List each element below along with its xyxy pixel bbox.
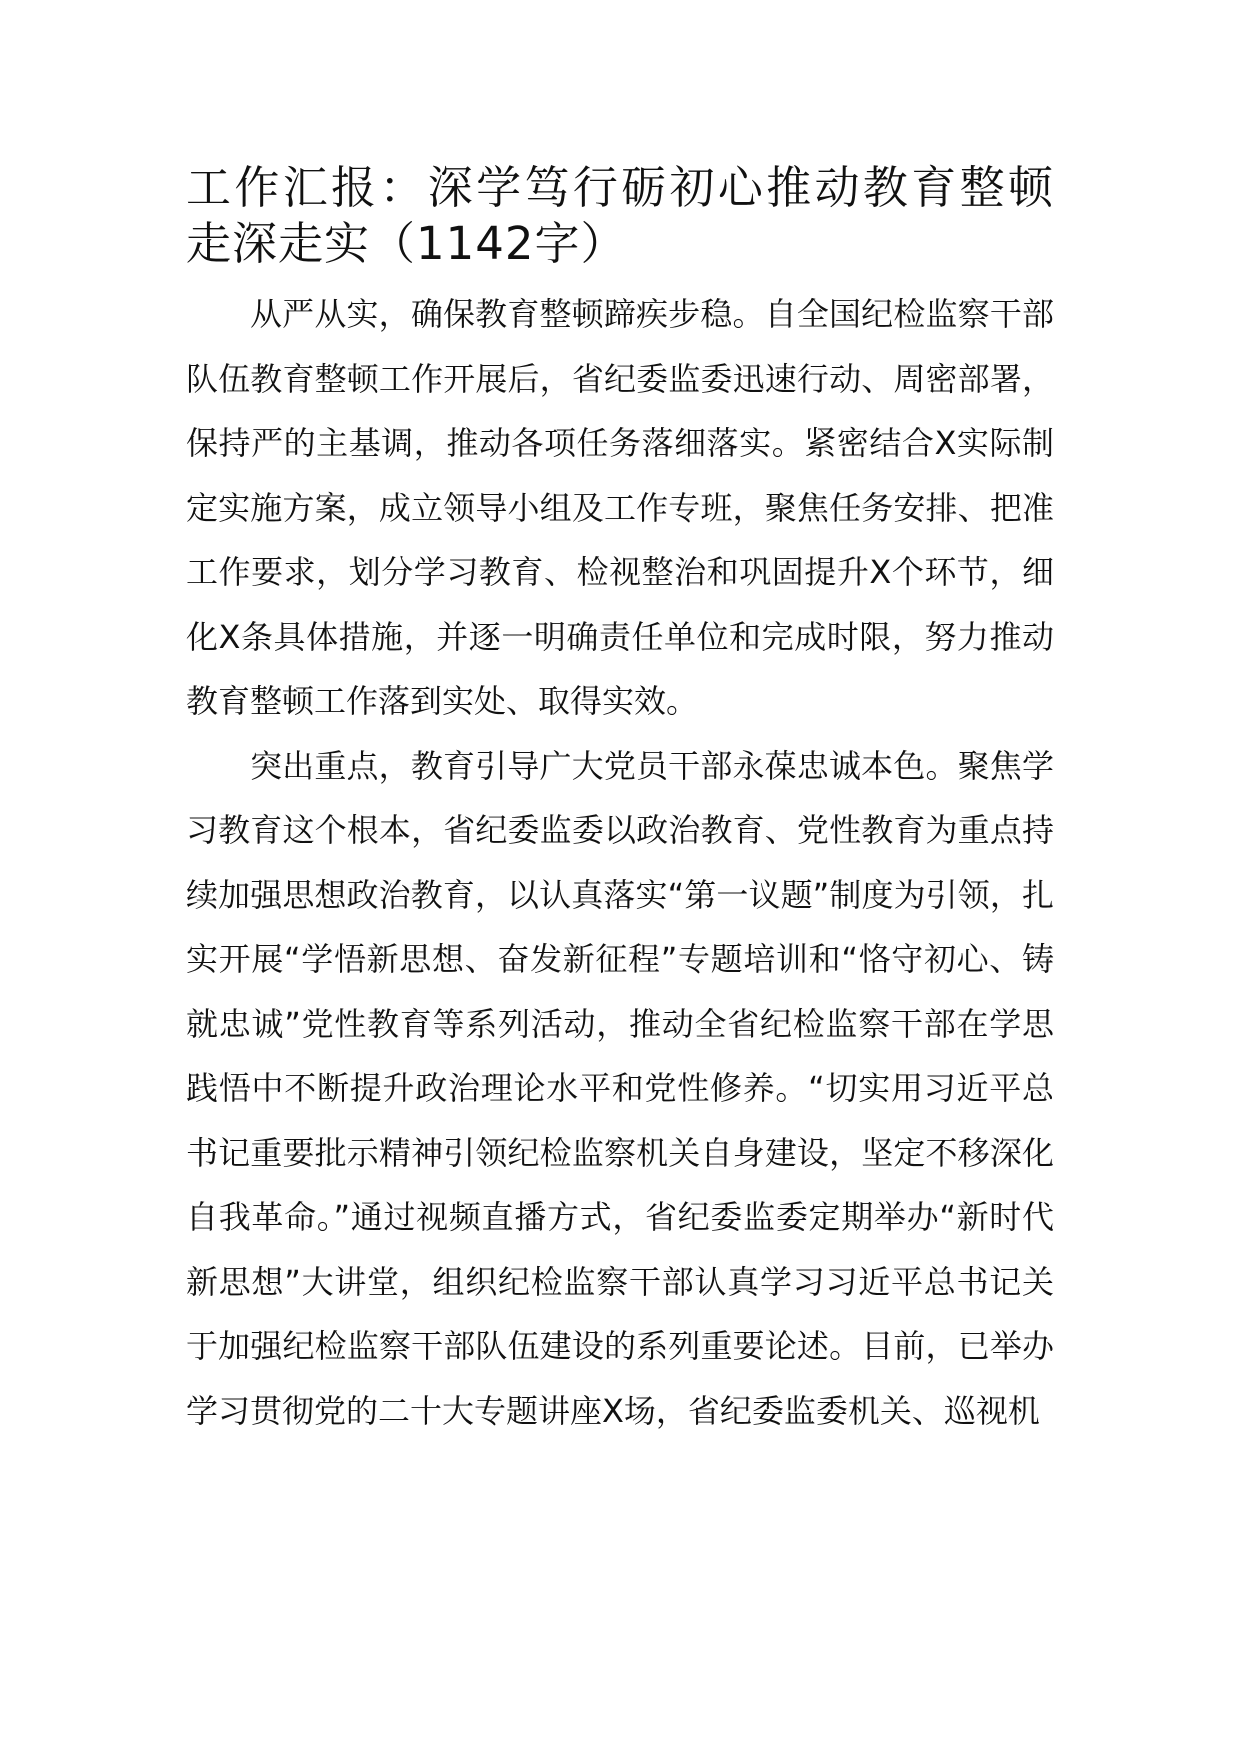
paragraph-2-lead: 突出重点，教育引导广大党员干部永葆忠诚本色。 <box>250 746 958 785</box>
document-title: 工作汇报：深学笃行砺初心推动教育整顿走深走实（1142字） <box>186 161 1054 270</box>
paragraph-2-body: 聚焦学习教育这个根本，省纪委监委以政治教育、党性教育为重点持续加强思想政治教育，以认真落实“第一议题”制度为引领，扎实开展“学悟新思想、奋发新征程”专题培训和“恪守初心、铸就忠诚”党性教育等系列活动，推动全省纪检监察干部在学思践悟中不断提升政治理论水平和党性修养。“切实用习近平总书记重要批示精神引领纪检监察机关自身建设，坚定不移深化自我革命。”通过视频直播方式，省纪委监委定期举办“新时代新思想”大讲堂，组织纪检监察干部认真学习习近平总书记关于加强纪检监察干部队伍建设的系列重要论述。目前，已举办学习贯彻党的二十大专题讲座X场，省纪委监委机关、巡视机 <box>186 746 1054 1430</box>
paragraph-1-lead: 从严从实，确保教育整顿蹄疾步稳。 <box>250 295 765 333</box>
paragraph-2 <box>186 734 1054 1444</box>
paragraph-1 <box>186 282 1054 734</box>
paragraph-1-body: 自全国纪检监察干部队伍教育整顿工作开展后，省纪委监委迅速行动、周密部署，保持严的主基调，推动各项任务落细落实。紧密结合X实际制定实施方案，成立领导小组及工作专班，聚焦任务安排、把准工作要求，划分学习教育、检视整治和巩固提升X个环节，细化X条具体措施，并逐一明确责任单位和完成时限，努力推动教育整顿工作落到实处、取得实效。 <box>186 295 1054 720</box>
